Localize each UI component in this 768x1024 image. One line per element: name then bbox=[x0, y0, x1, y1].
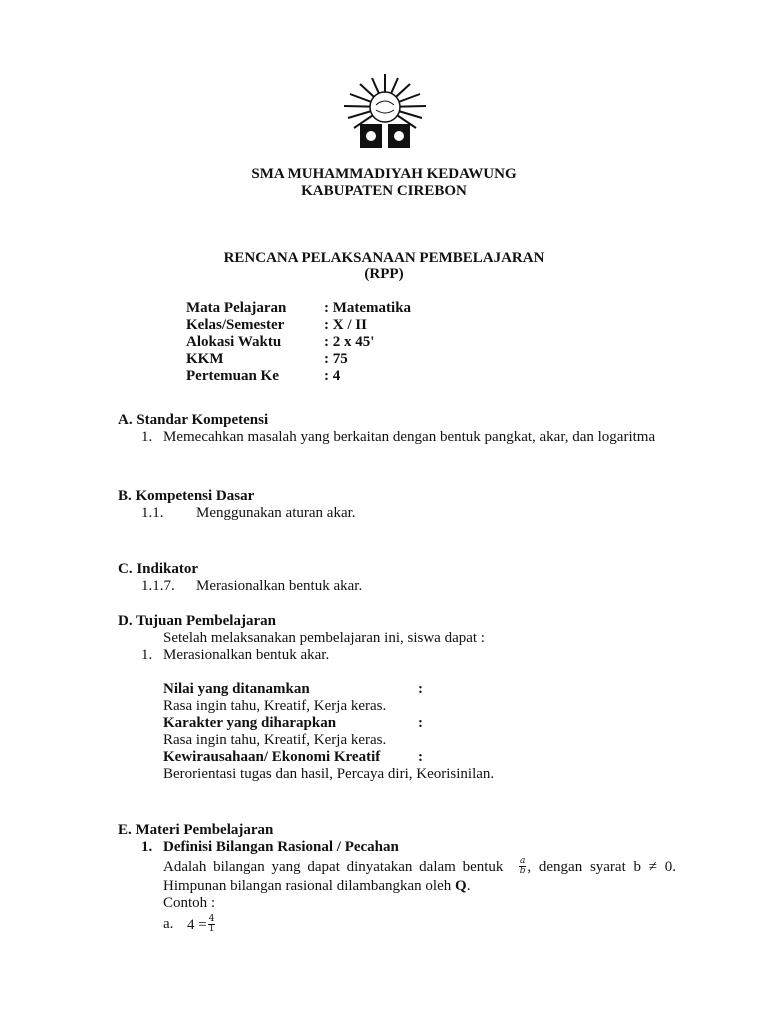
info-value: : 4 bbox=[324, 368, 341, 384]
info-label: KKM bbox=[186, 351, 224, 367]
value-label: Nilai yang ditanamkan bbox=[163, 681, 310, 697]
definition-text: Adalah bilangan yang dapat dinyatakan dalam bentuk bbox=[163, 858, 504, 875]
item-text: Merasionalkan bentuk akar. bbox=[163, 647, 330, 663]
item-number: 1.1.7. bbox=[141, 578, 175, 594]
info-value: : X / II bbox=[324, 317, 367, 333]
value-colon: : bbox=[418, 681, 423, 697]
document-subtitle: (RPP) bbox=[364, 266, 404, 282]
item-text: Menggunakan aturan akar. bbox=[196, 505, 356, 521]
info-label: Kelas/Semester bbox=[186, 317, 285, 333]
value-label: Kewirausahaan/ Ekonomi Kreatif bbox=[163, 749, 381, 765]
fraction-4-over-1: $\frac{4}{1}$ bbox=[208, 914, 215, 934]
set-line: Himpunan bilangan rasional dilambangkan oleh Q. bbox=[163, 878, 471, 894]
info-value: : 75 bbox=[324, 351, 348, 367]
document-title: RENCANA PELAKSANAAN PEMBELAJARAN bbox=[223, 250, 545, 266]
section-heading: B. Kompetensi Dasar bbox=[118, 488, 255, 504]
muhammadiyah-logo bbox=[340, 72, 430, 152]
value-label: Karakter yang diharapkan bbox=[163, 715, 337, 731]
item-number: 1. bbox=[141, 839, 153, 855]
info-label: Mata Pelajaran bbox=[186, 300, 287, 316]
item-number: 1.1. bbox=[141, 505, 164, 521]
school-name: SMA MUHAMMADIYAH KEDAWUNG bbox=[251, 166, 517, 182]
info-value: : Matematika bbox=[324, 300, 412, 316]
example-letter: a. bbox=[163, 916, 174, 932]
regency-name: KABUPATEN CIREBON bbox=[301, 183, 467, 199]
info-label: Alokasi Waktu bbox=[186, 334, 282, 350]
value-text: Rasa ingin tahu, Kreatif, Kerja keras. bbox=[163, 732, 387, 748]
item-text: Memecahkan masalah yang berkaitan dengan bentuk pangkat, akar, dan logaritma bbox=[163, 429, 656, 445]
example-equation: 4 = $\frac{4}{1}$ bbox=[187, 914, 215, 934]
fraction-a-over-b: $\frac{a}{b}$ bbox=[519, 856, 526, 876]
value-text: Berorientasi tugas dan hasil, Percaya diri, Keorisinilan. bbox=[163, 766, 495, 782]
subheading: Definisi Bilangan Rasional / Pecahan bbox=[163, 839, 399, 855]
item-text: Merasionalkan bentuk akar. bbox=[196, 578, 363, 594]
set-symbol: Q bbox=[455, 878, 467, 894]
section-heading: A. Standar Kompetensi bbox=[118, 412, 269, 428]
info-label: Pertemuan Ke bbox=[186, 368, 279, 384]
section-heading: E. Materi Pembelajaran bbox=[118, 822, 274, 838]
intro-text: Setelah melaksanakan pembelajaran ini, siswa dapat : bbox=[163, 630, 485, 646]
value-colon: : bbox=[418, 749, 423, 765]
value-text: Rasa ingin tahu, Kreatif, Kerja keras. bbox=[163, 698, 387, 714]
section-heading: D. Tujuan Pembelajaran bbox=[118, 613, 276, 629]
section-heading: C. Indikator bbox=[118, 561, 199, 577]
example-label: Contoh : bbox=[163, 895, 216, 911]
definition-condition: , dengan syarat b ≠ 0. bbox=[527, 858, 676, 875]
item-number: 1. bbox=[141, 429, 153, 445]
definition-line bbox=[163, 857, 676, 876]
item-number: 1. bbox=[141, 647, 153, 663]
value-colon: : bbox=[418, 715, 423, 731]
info-value: : 2 x 45' bbox=[324, 334, 375, 350]
